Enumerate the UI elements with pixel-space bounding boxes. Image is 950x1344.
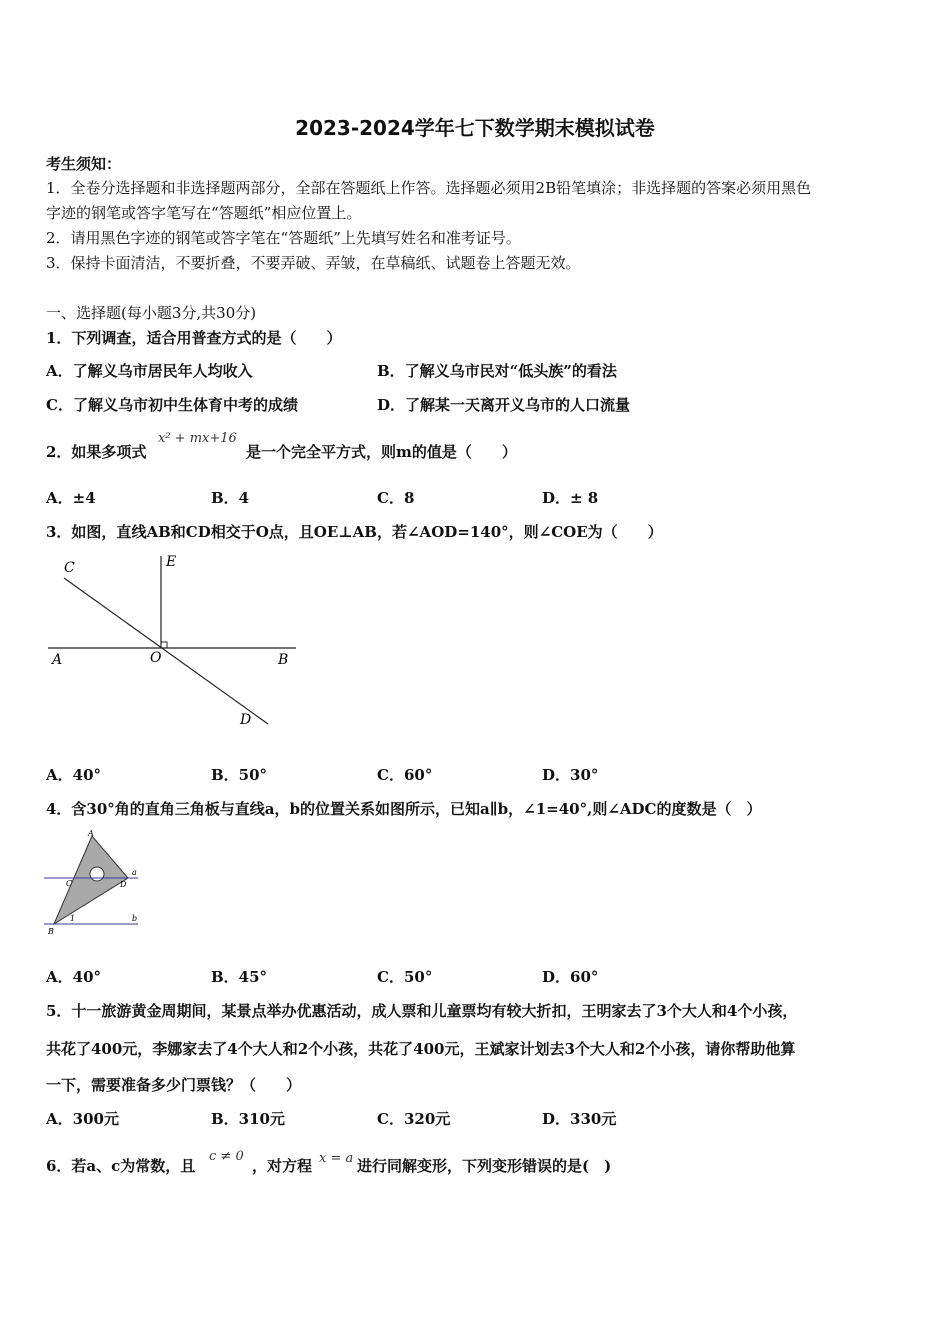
q2-stem-post: 是一个完全平方式，则m的值是（ ） <box>246 443 517 461</box>
q5-line-1: 5．十一旅游黄金周期间，某景点举办优惠活动，成人票和儿童票均有较大折扣，王明家去了3个大人和4个小孩， <box>46 1002 798 1020</box>
q3-option-c: C．60° <box>377 766 433 784</box>
q3-figure <box>40 548 310 733</box>
q1-stem: 1．下列调查，适合用普查方式的是（ ） <box>46 329 342 347</box>
q4-stem: 4．含30°角的直角三角板与直线a，b的位置关系如图所示，已知a∥b，∠1=40°,则∠ADC的度数是（ ） <box>46 800 762 818</box>
q2-option-c: C．8 <box>377 489 415 507</box>
q1-option-b: B．了解义乌市民对“低头族”的看法 <box>377 362 617 380</box>
q4-option-d: D．60° <box>542 968 599 986</box>
q1-option-d: D．了解某一天离开义乌市的人口流量 <box>377 396 631 414</box>
q4-figure <box>40 826 150 941</box>
label-vertex-a: A <box>88 829 94 838</box>
label-d: D <box>240 712 252 728</box>
q6-formula-2: x = a <box>319 1151 354 1166</box>
q5-option-d: D．330元 <box>542 1110 617 1128</box>
q5-option-b: B．310元 <box>211 1110 285 1128</box>
notice-heading: 考生须知： <box>46 155 122 173</box>
q2-option-b: B．4 <box>211 489 250 507</box>
label-c: C <box>64 560 75 576</box>
label-line-a: a <box>132 868 137 877</box>
ruler-hole <box>90 867 104 881</box>
q1-option-c: C．了解义乌市初中生体育中考的成绩 <box>46 396 298 414</box>
q4-option-c: C．50° <box>377 968 433 986</box>
q2-stem-pre: 2．如果多项式 <box>46 443 147 461</box>
label-b: B <box>278 652 289 668</box>
label-angle-1: 1 <box>70 914 76 923</box>
label-a: A <box>52 652 63 668</box>
q4-option-b: B．45° <box>211 968 268 986</box>
notice-line-2: 2．请用黑色字迹的钢笔或答字笔在“答题纸”上先填写姓名和准考证号。 <box>46 229 521 247</box>
label-line-b: b <box>132 914 138 923</box>
q3-option-d: D．30° <box>542 766 599 784</box>
notice-line-1a: 1．全卷分选择题和非选择题两部分，全部在答题纸上作答。选择题必须用2B铅笔填涂；非选择题的答案必须用黑色 <box>46 179 812 197</box>
notice-line-1b: 字迹的钢笔或答字笔写在“答题纸”相应位置上。 <box>46 204 362 222</box>
q3-option-b: B．50° <box>211 766 268 784</box>
q5-option-c: C．320元 <box>377 1110 451 1128</box>
label-e: E <box>166 554 177 570</box>
q6-formula-1: c ≠ 0 <box>209 1149 244 1164</box>
q2-option-a: A．±4 <box>46 489 96 507</box>
label-c: C <box>66 879 73 888</box>
label-d: D <box>120 880 127 889</box>
label-vertex-b: B <box>48 927 54 936</box>
notice-line-3: 3．保持卡面清洁，不要折叠，不要弄破、弄皱，在草稿纸、试题卷上答题无效。 <box>46 254 581 272</box>
right-angle-mark <box>161 642 167 648</box>
q6-stem-mid: ，对方程 <box>252 1157 313 1175</box>
label-o: O <box>150 650 162 666</box>
section-heading: 一、选择题(每小题3分,共30分) <box>46 304 257 322</box>
q4-option-a: A．40° <box>46 968 102 986</box>
q5-line-2: 共花了400元，李娜家去了4个大人和2个小孩，共花了400元，王斌家计划去3个大人和2个小孩，请你帮助他算 <box>46 1040 796 1058</box>
q2-option-d: D．± 8 <box>542 489 599 507</box>
page-title: 2023-2024学年七下数学期末模拟试卷 <box>295 116 655 140</box>
q5-option-a: A．300元 <box>46 1110 119 1128</box>
q3-stem: 3．如图，直线AB和CD相交于O点，且OE⊥AB，若∠AOD=140°，则∠COE为（ ） <box>46 523 663 541</box>
q5-line-3: 一下，需要准备多少门票钱？（ ） <box>46 1076 302 1094</box>
q6-stem-pre: 6．若a、c为常数，且 <box>46 1157 196 1175</box>
q1-option-a: A．了解义乌市居民年人均收入 <box>46 362 253 380</box>
q6-stem-post: 进行同解变形，下列变形错误的是( ) <box>357 1157 612 1175</box>
q3-option-a: A．40° <box>46 766 102 784</box>
line-cd <box>64 578 268 724</box>
q2-formula: x² + mx+16 <box>158 431 237 446</box>
